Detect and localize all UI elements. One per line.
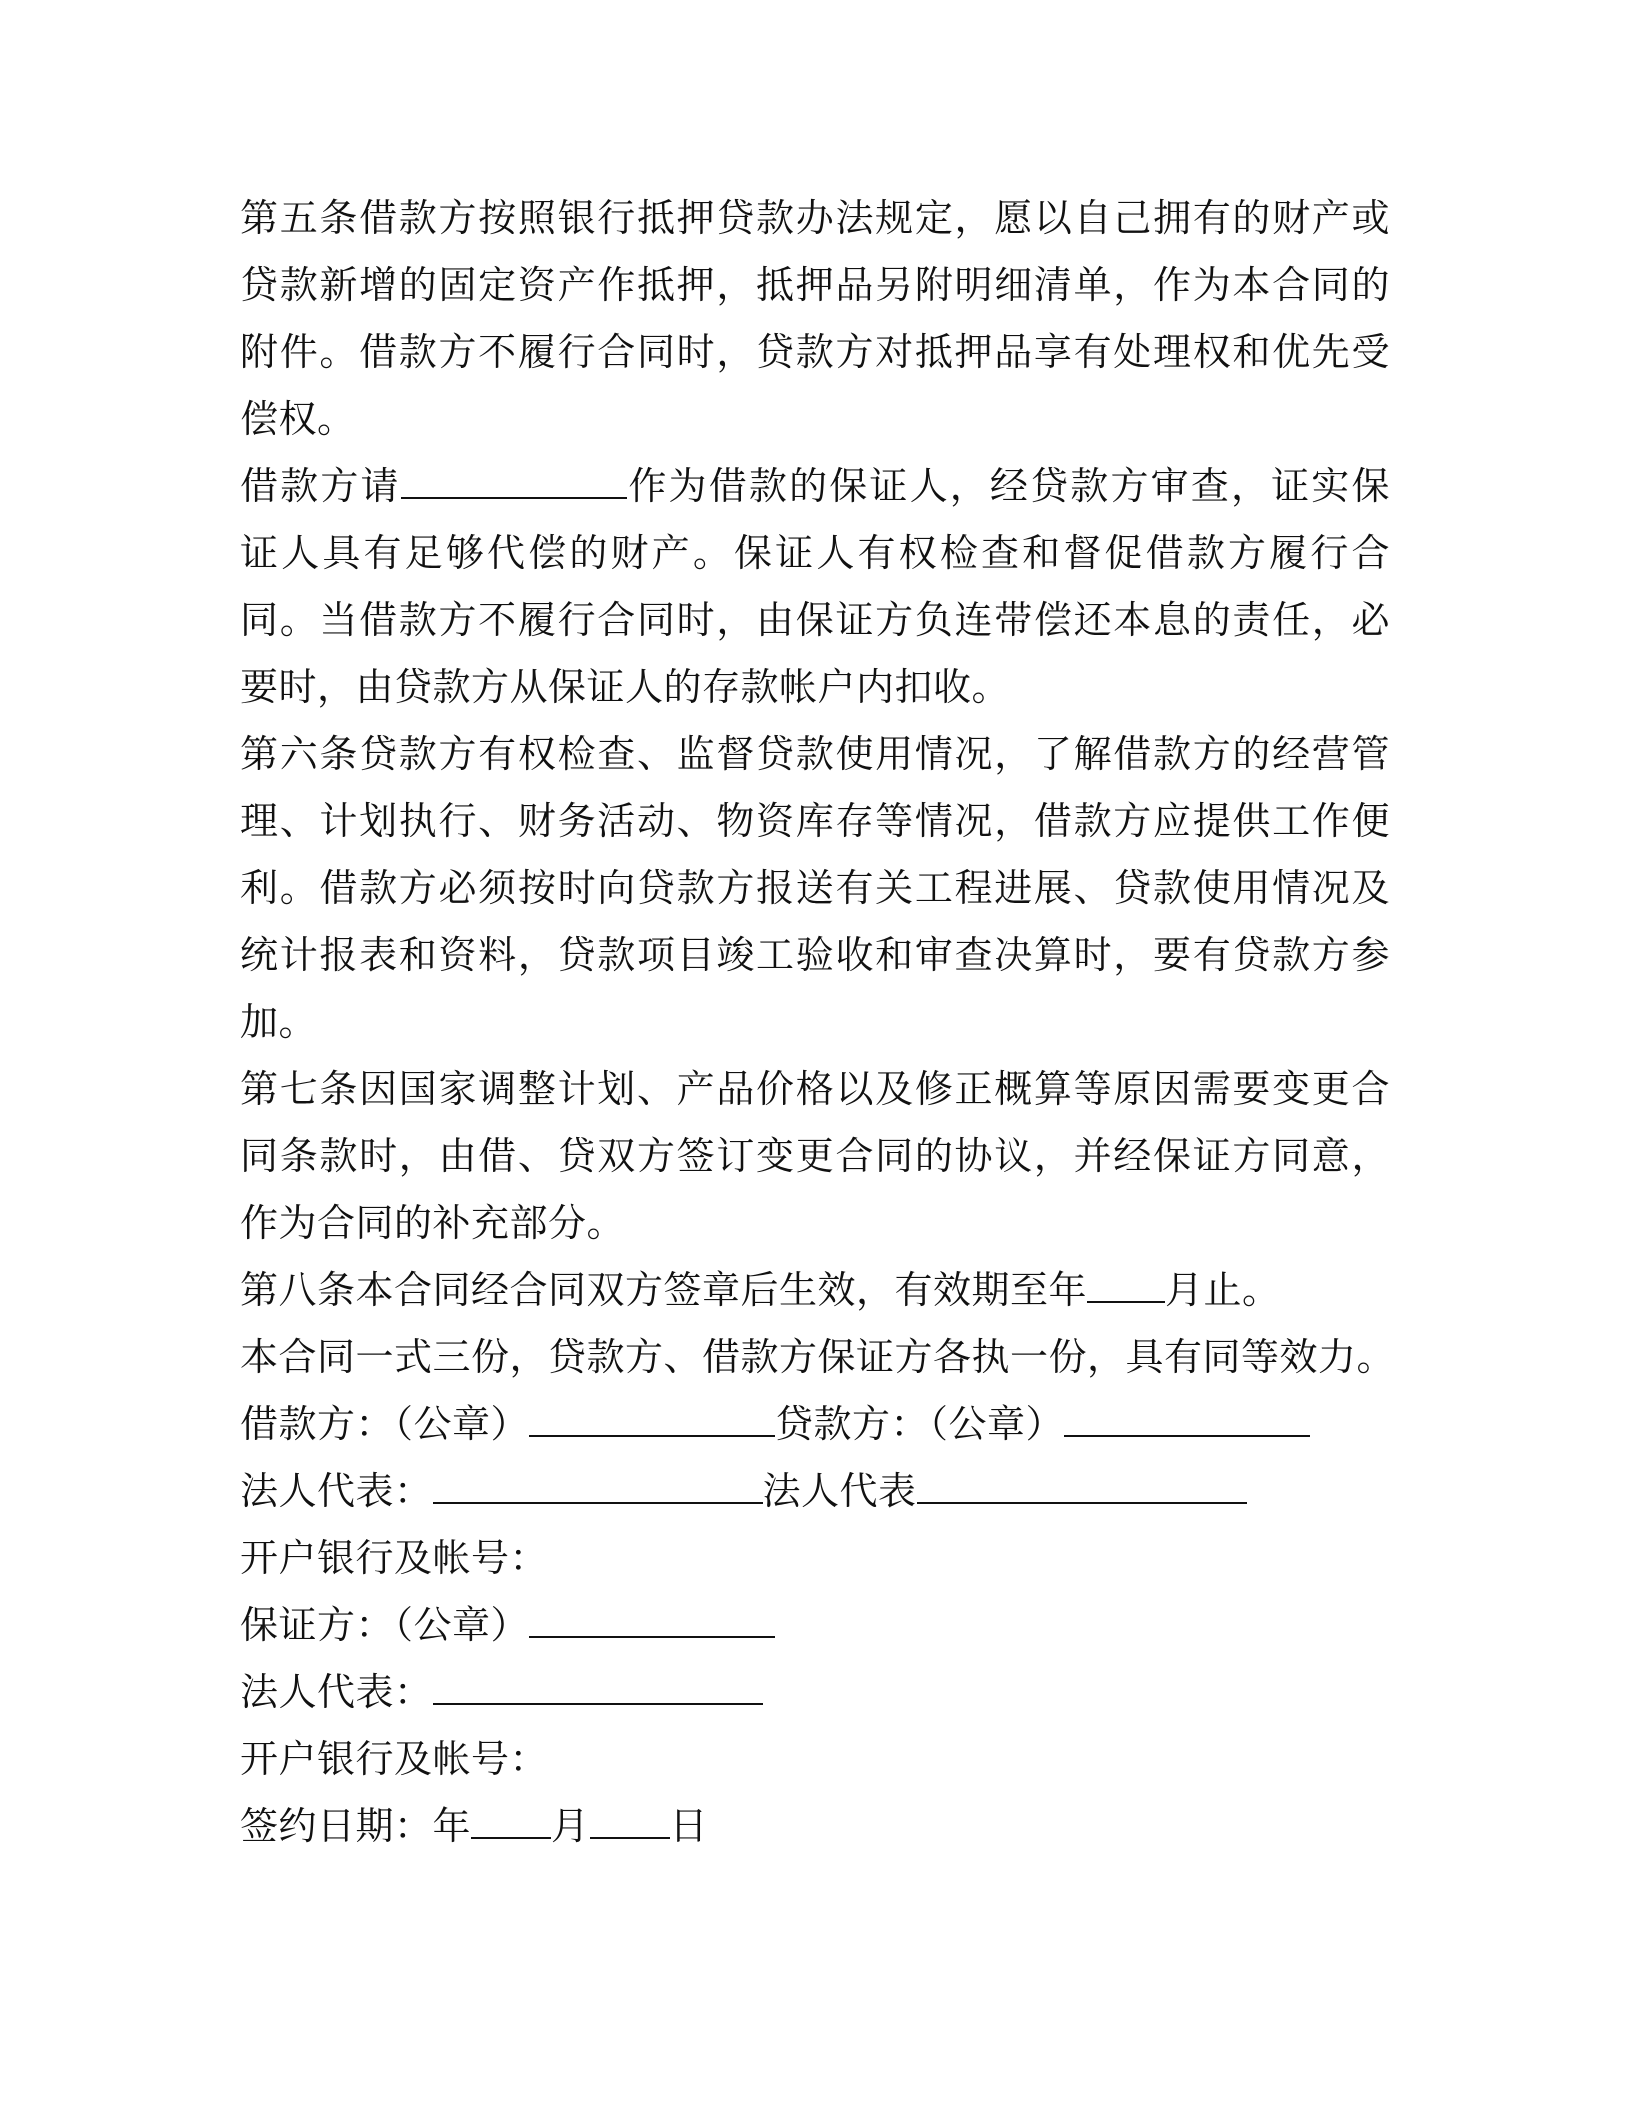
article-8-end: 月止。: [1165, 1268, 1281, 1312]
day-label: 日: [669, 1804, 709, 1848]
year-label: 年: [432, 1804, 472, 1848]
copies-paragraph: 本合同一式三份，贷款方、借款方保证方各执一份，具有同等效力。: [240, 1335, 1396, 1379]
day-blank[interactable]: [590, 1803, 670, 1839]
guarantor-seal-label: 保证方：（公章）: [240, 1603, 530, 1647]
validity-month-blank[interactable]: [1087, 1267, 1165, 1303]
guarantor-rep-blank[interactable]: [433, 1669, 763, 1705]
borrower-rep-label: 法人代表：: [240, 1469, 433, 1513]
lender-rep-blank[interactable]: [917, 1468, 1247, 1504]
signing-date-label: 签约日期：: [240, 1804, 433, 1848]
guarantor-bank-account-line: 开户银行及帐号：: [240, 1737, 549, 1781]
lender-rep-label: 法人代表: [762, 1469, 917, 1513]
borrower-bank-account-line: 开户银行及帐号：: [240, 1536, 549, 1580]
borrower-lender-seal-line: [240, 1391, 1390, 1458]
month-blank[interactable]: [471, 1803, 551, 1839]
guarantor-paragraph: [240, 453, 1390, 721]
article-7-paragraph: 第七条因国家调整计划、产品价格以及修正概算等原因需要变更合同条款时，由借、贷双方签订变更合同的协议，并经保证方同意，作为合同的补充部分。: [240, 1067, 1390, 1245]
lender-seal-blank[interactable]: [1064, 1401, 1310, 1437]
article-8-paragraph: [240, 1257, 1390, 1324]
article-5-paragraph: 第五条借款方按照银行抵押贷款办法规定，愿以自己拥有的财产或贷款新增的固定资产作抵押，抵押品另附明细清单，作为本合同的附件。借款方不履行合同时，贷款方对抵押品享有处理权和优先受偿权。: [240, 196, 1390, 441]
guarantor-rep-line: [240, 1659, 1390, 1726]
signing-date-line: [240, 1793, 1390, 1860]
guarantor-rep-label: 法人代表：: [240, 1670, 433, 1714]
article-6-paragraph: 第六条贷款方有权检查、监督贷款使用情况，了解借款方的经营管理、计划执行、财务活动、物资库存等情况，借款方应提供工作便利。借款方必须按时向贷款方报送有关工程进展、贷款使用情况及统计报表和资料，贷款项目竣工验收和审查决算时，要有贷款方参加。: [240, 732, 1390, 1044]
borrower-seal-blank[interactable]: [529, 1401, 775, 1437]
borrower-rep-blank[interactable]: [433, 1468, 763, 1504]
legal-representative-line: [240, 1458, 1390, 1525]
borrower-seal-label: 借款方：（公章）: [240, 1402, 530, 1446]
guarantor-paragraph-start: 借款方请: [240, 464, 401, 508]
guarantor-seal-line: [240, 1592, 1390, 1659]
contract-page: [240, 185, 1396, 1860]
month-label: 月: [551, 1804, 590, 1848]
guarantor-paragraph-end: 作为借款的保证人，经贷款方审查，证实保证人具有足够代偿的财产。保证人有权检查和督促借款方履行合同。当借款方不履行合同时，由保证方负连带偿还本息的责任，必要时，由贷款方从保证人的存款帐户内扣收。: [240, 464, 1390, 709]
article-8-start: 第八条本合同经合同双方签章后生效，有效期至年: [240, 1268, 1088, 1312]
lender-seal-label: 贷款方：（公章）: [775, 1402, 1065, 1446]
guarantor-name-blank[interactable]: [401, 463, 627, 499]
guarantor-seal-blank[interactable]: [529, 1602, 775, 1638]
